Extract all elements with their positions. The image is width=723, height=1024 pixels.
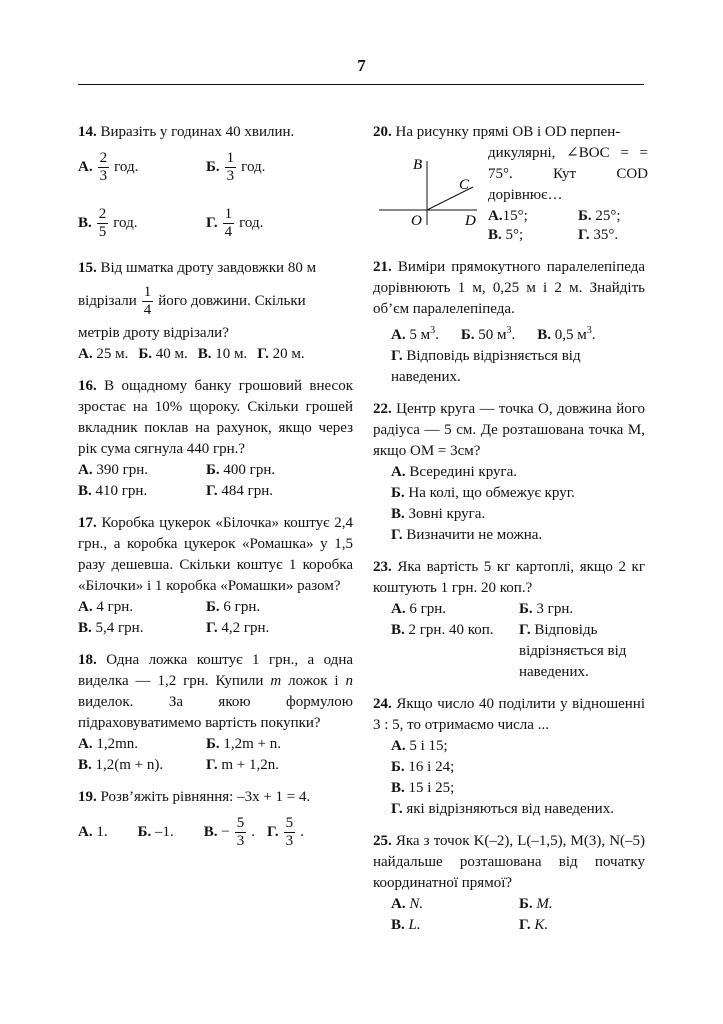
answer-b[interactable]: Б. 16 і 24; — [391, 759, 455, 775]
question-number: 21. — [373, 259, 392, 275]
answer-c[interactable]: В. 0,5 $м^3$. — [537, 325, 596, 343]
question-14 — [78, 122, 353, 247]
answer-d[interactable]: Г. $\frac{5}{3}$ . — [267, 814, 304, 849]
question-19: 19. Розв’яжіть рівняння: –3x + 1 = 4. А. 1. Б. –1. В. − $\frac{5}{3}$ . Г. $\frac{5}{3}$ . — [78, 789, 311, 849]
question-number: 20. — [373, 124, 392, 140]
answer-d[interactable]: Г. $\frac{1}{4}$ год. — [206, 205, 264, 240]
answer-b[interactable]: Б. M. — [519, 896, 553, 912]
fraction: $\frac{5}{3}$ — [285, 814, 294, 849]
question-23: 23. Яка вартість 5 кг картоплі, якщо 2 кг коштують 1 грн. 20 коп.? А. 6 грн. Б. 3 грн. В. 2 грн. 40 коп. Г. Відповідь відрізняється від наведених. — [373, 557, 645, 683]
answer-d[interactable]: Г. Визначити не можна. — [391, 527, 543, 543]
answer-c[interactable]: В. 15 і 25; — [391, 780, 455, 796]
answer-c[interactable]: В. $\frac{2}{5}$ год. — [78, 205, 138, 240]
question-16: 16. В ощадному банку грошовий внесок зростає на 10% щороку. Скільки грошей вкладник поклав на рахунок, якщо через рік сума сягнула 440 грн.? А. 390 грн. Б. 400 грн. В. 410 грн. Г. 484 грн. — [78, 376, 353, 502]
answer-c[interactable]: В. 5,4 грн. — [78, 620, 144, 636]
question-number: 24. — [373, 696, 392, 712]
page-number: 7 — [357, 56, 366, 75]
question-number: 18. — [78, 652, 97, 668]
answer-c[interactable]: В. L. — [391, 917, 421, 933]
label-o: O — [411, 213, 422, 225]
fraction: $\frac{2}{5}$ — [98, 205, 107, 240]
answer-d[interactable]: Г. m + 1,2n. — [206, 757, 279, 773]
question-17: 17. Коробка цукерок «Білочка» коштує 2,4 грн., а коробка цукерок «Ромашка» у 1,5 разу дешевша. Скільки коштує 1 коробка «Білочки» і 1 коробка «Ромашки» разом? А. 4 грн. Б. 6 грн. В. 5,4 грн. Г. 4,2 грн. — [78, 513, 353, 639]
answer-d[interactable]: Г. Відповідь відрізняється від наведених. — [519, 622, 627, 680]
question-22: 22. Центр круга — точка O, довжина його радіуса — 5 см. Де розташована точка M, якщо OM = 3см? А. Всередині круга. Б. На колі, що обмежує круг. В. Зовні круга. Г. Визначити не можна. — [373, 399, 645, 546]
question-number: 14. — [78, 124, 97, 140]
answer-a[interactable]: А. 1,2mn. — [78, 736, 139, 752]
answer-b[interactable]: Б. –1. — [137, 823, 174, 840]
question-number: 25. — [373, 833, 392, 849]
question-number: 16. — [78, 378, 97, 394]
answer-c[interactable]: В. 5°; — [488, 227, 524, 243]
question-18: 18. Одна ложка коштує 1 грн., а одна виделка — 1,2 грн. Купили m ложок і n виделок. За якою формулою підраховуватимемо вартість покупки? А. 1,2mn. Б. 1,2m + n. В. 1,2(m + n). Г. m + 1,2n. — [78, 650, 353, 776]
answer-a[interactable]: А. 6 грн. — [391, 601, 447, 617]
answer-d[interactable]: Г. 20 м. — [257, 346, 305, 362]
answer-c[interactable]: В. 1,2(m + n). — [78, 757, 164, 773]
answer-a[interactable]: А. $\frac{2}{3}$ год. — [78, 149, 139, 184]
answer-a[interactable]: А.15°; — [488, 208, 528, 224]
question-text: Виразіть у годинах 40 хвилин. — [100, 124, 295, 140]
question-number: 22. — [373, 401, 392, 417]
fraction: $\frac{1}{4}$ — [224, 205, 233, 240]
answer-d[interactable]: Г. 35°. — [578, 227, 619, 243]
fraction: $\frac{2}{3}$ — [99, 149, 108, 184]
answer-c[interactable]: В. 2 грн. 40 коп. — [391, 622, 494, 638]
answer-b[interactable]: Б. $\frac{1}{3}$ год. — [206, 149, 266, 184]
answer-b[interactable]: Б. На колі, що обмежує круг. — [391, 485, 575, 501]
question-24: 24. Якщо число 40 поділити у відношенні 3 : 5, то отримаємо числа ... А. 5 і 15; Б. 16 і 24; В. 15 і 25; Г. які відрізняються від наведених. — [373, 694, 645, 820]
question-21: 21. Виміри прямокутного паралелепіпеда дорівнюють 1 м, 0,25 м і 2 м. Знайдіть об’єм паралелепіпеда. А. 5 $м^3$. Б. 50 $м^3$. В. 0,5 $м^3$. Г. Відповідь відрізняється від наведених. — [373, 257, 645, 388]
answer-a[interactable]: А. 390 грн. — [78, 462, 149, 478]
question-number: 17. — [78, 515, 97, 531]
answer-c[interactable]: В. 410 грн. — [78, 483, 148, 499]
question-25: 25. Яка з точок K(–2), L(–1,5), M(3), N(–5) найдальше розташована від початку координатної прямої? А. N. Б. M. В. L. Г. K. — [373, 831, 645, 936]
header-rule — [78, 84, 644, 85]
answer-d[interactable]: Г. Відповідь відрізняється від наведених. — [391, 348, 581, 385]
answer-a[interactable]: А. 5 $м^3$. — [391, 325, 439, 343]
answer-b[interactable]: Б. 400 грн. — [206, 462, 276, 478]
label-b: B — [413, 157, 423, 173]
label-c: C — [459, 177, 470, 193]
answer-d[interactable]: Г. 4,2 грн. — [206, 620, 270, 636]
answer-b[interactable]: Б. 6 грн. — [206, 599, 261, 615]
question-20: 20. На рисунку прямі OB і OD перпен- B C O D дикулярні, ∠BOC = = 75°. Кут COD дорівнює… А.15°; Б. 25°; В. 5°; Г. 35°. — [373, 122, 645, 246]
answer-c[interactable]: В. Зовні круга. — [391, 506, 486, 522]
answer-b[interactable]: Б. 3 грн. — [519, 601, 574, 617]
fraction: $\frac{1}{4}$ — [143, 283, 152, 318]
answer-b[interactable]: Б. 1,2m + n. — [206, 736, 282, 752]
answer-d[interactable]: Г. 484 грн. — [206, 483, 274, 499]
answer-a[interactable]: А. N. — [391, 896, 424, 912]
angle-diagram — [373, 143, 485, 225]
fraction: $\frac{1}{3}$ — [226, 149, 235, 184]
answer-b[interactable]: Б. 25°; — [578, 208, 621, 224]
question-number: 15. — [78, 260, 97, 276]
fraction: $\frac{5}{3}$ — [236, 814, 245, 849]
question-text: дикулярні, ∠BOC = = 75°. Кут COD дорівнює… — [488, 145, 648, 203]
left-column — [78, 122, 353, 867]
right-column — [373, 122, 648, 947]
answer-b[interactable]: Б. 40 м. — [138, 346, 188, 362]
answer-c[interactable]: В. 10 м. — [197, 346, 248, 362]
answer-b[interactable]: Б. 50 $м^3$. — [460, 325, 516, 343]
answer-a[interactable]: А. 4 грн. — [78, 599, 134, 615]
answer-d[interactable]: Г. K. — [519, 917, 549, 933]
answer-d[interactable]: Г. які відрізняються від наведених. — [391, 801, 614, 817]
question-number: 19. — [78, 789, 97, 805]
answer-a[interactable]: А. 5 і 15; — [391, 738, 448, 754]
label-d: D — [465, 213, 476, 225]
question-15: 15. Від шматка дроту завдовжки 80 м відрізали $\frac{1}{4}$ його довжини. Скільки метрів дроту відрізали? А. 25 м. Б. 40 м. В. 10 м. Г. 20 м. — [78, 258, 353, 365]
answer-a[interactable]: А. 25 м. — [78, 346, 129, 362]
answer-a[interactable]: А. Всередині круга. — [391, 464, 518, 480]
answer-a[interactable]: А. 1. — [78, 823, 108, 840]
answer-c[interactable]: В. − $\frac{5}{3}$ . — [203, 814, 255, 849]
question-number: 23. — [373, 559, 392, 575]
